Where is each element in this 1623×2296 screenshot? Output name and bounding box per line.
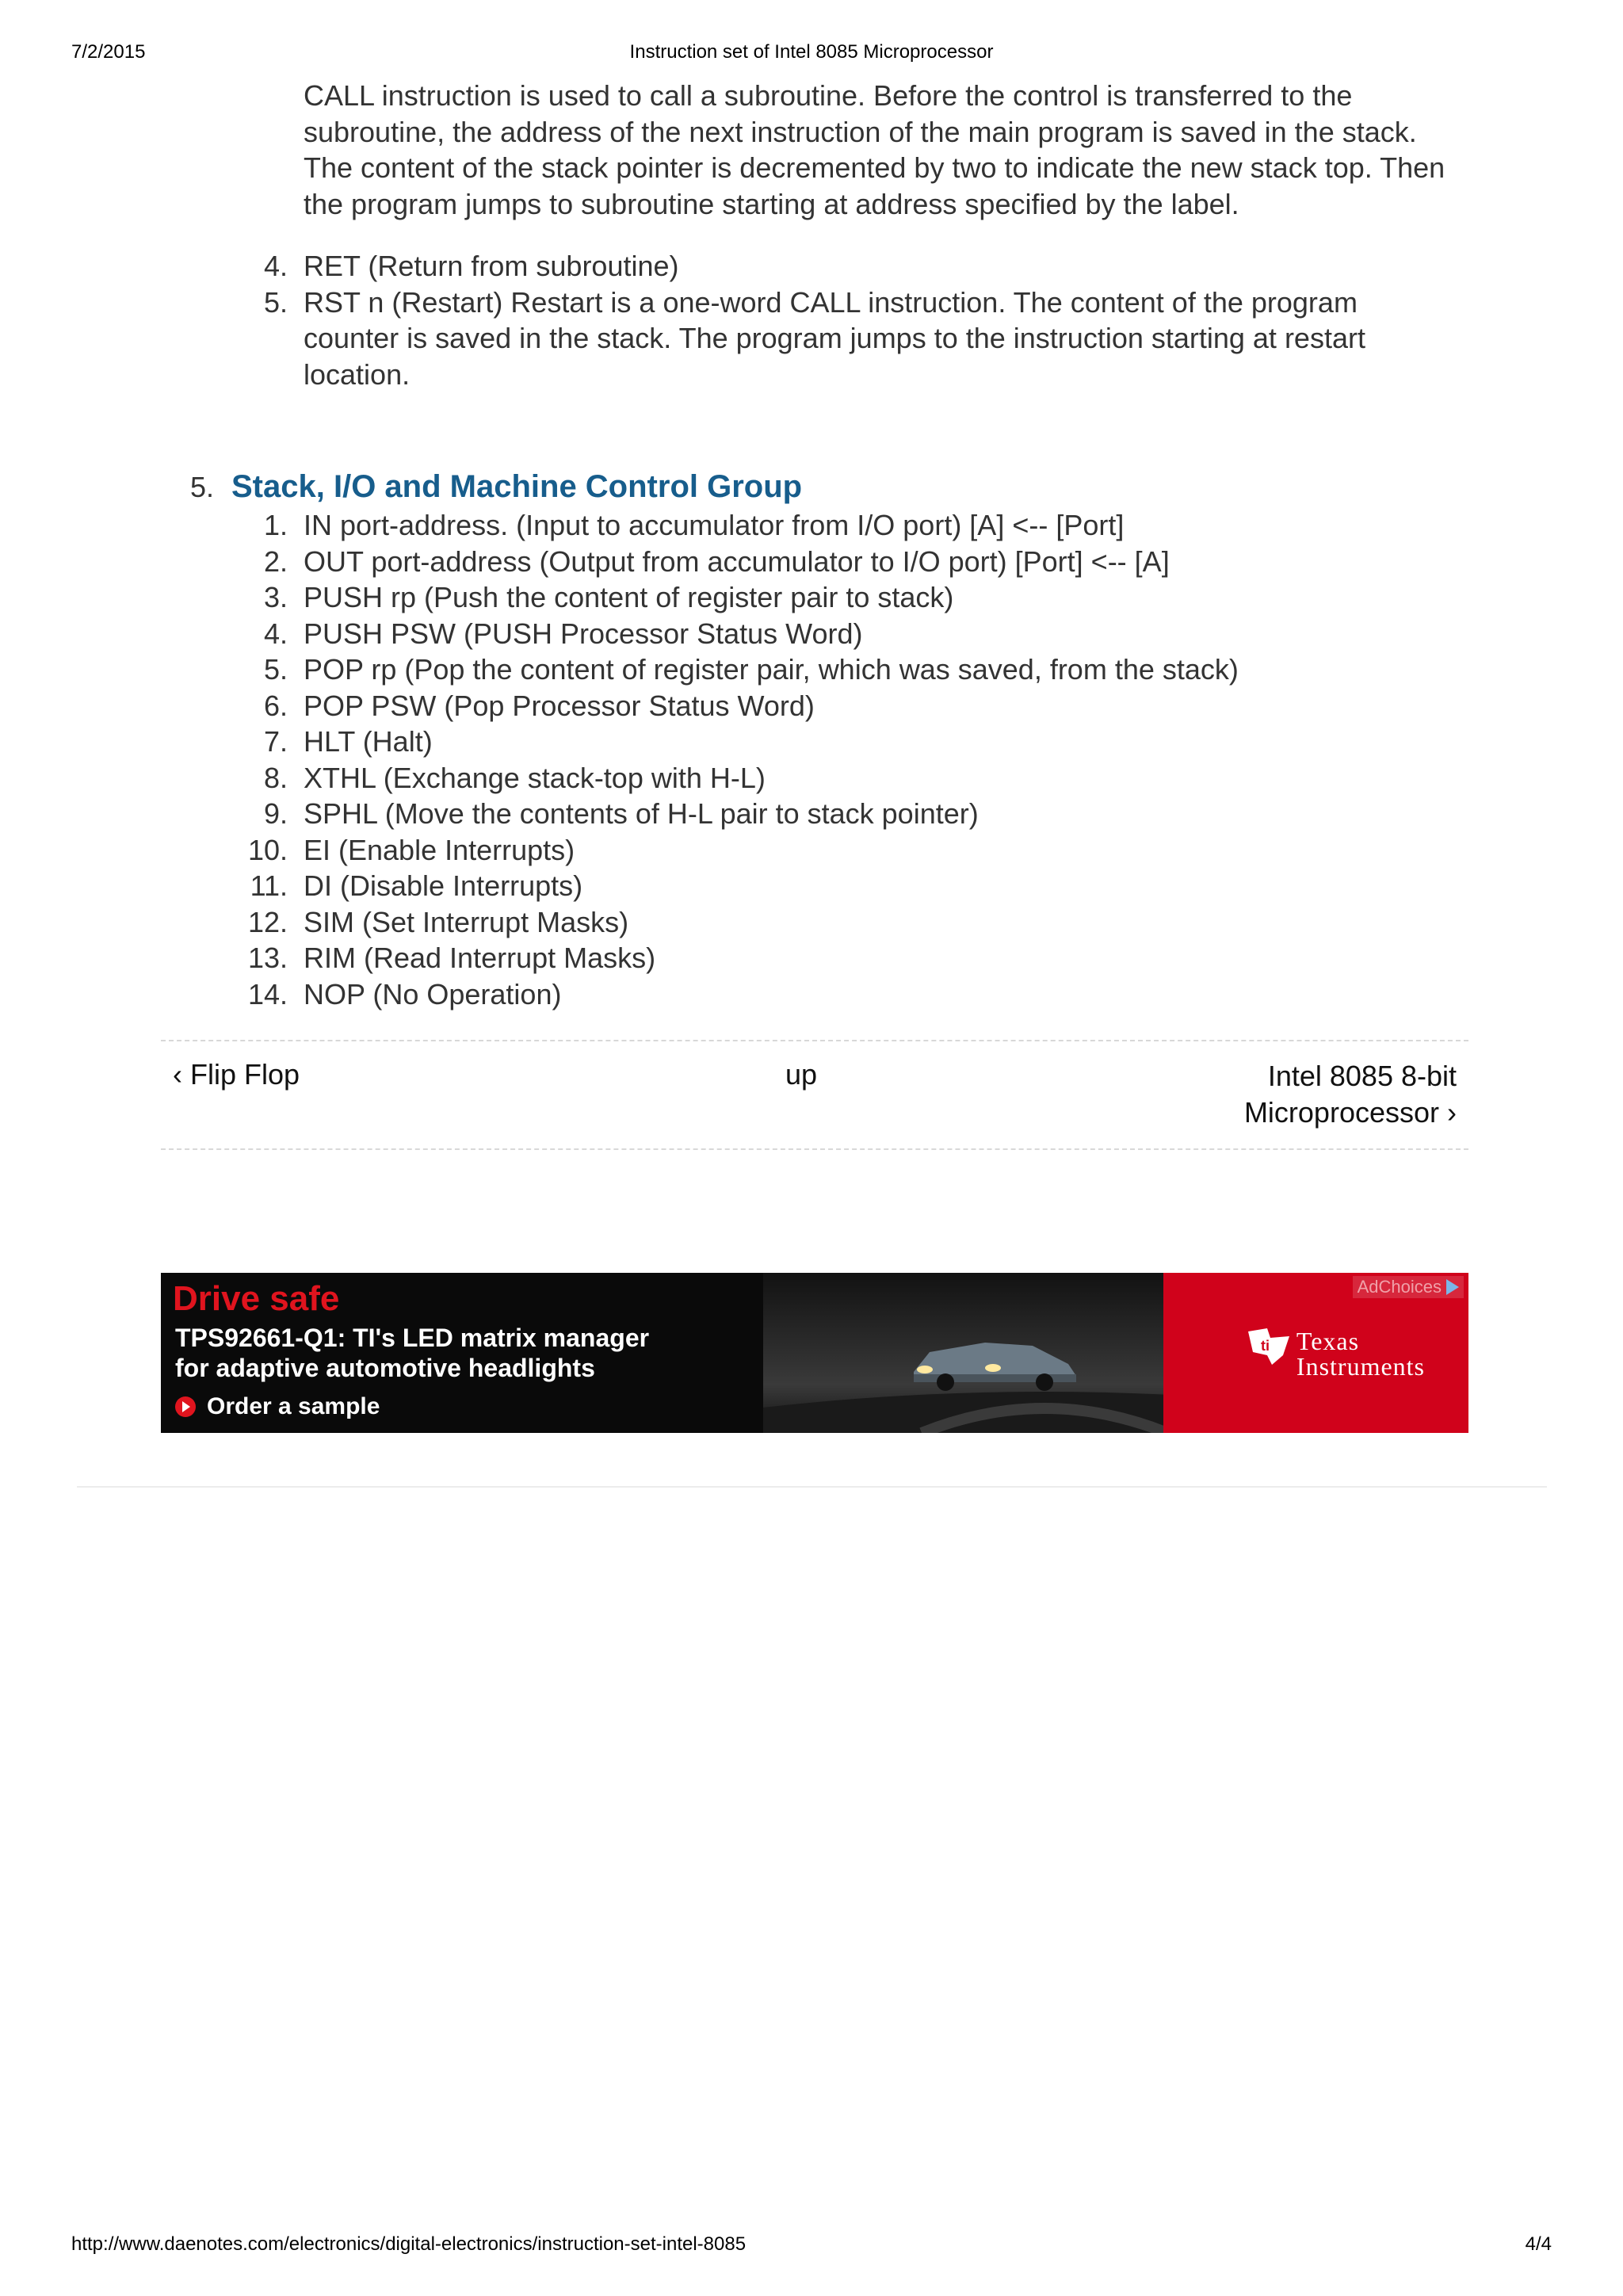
list-number: 7.: [263, 725, 288, 758]
list-text: OUT port-address (Output from accumulator to I/O port) [Port] <-- [A]: [304, 544, 1170, 578]
adchoices-label: AdChoices: [1357, 1277, 1442, 1297]
list-text: counter is saved in the stack. The program jumps to the instruction starting at restart: [304, 322, 1365, 354]
list-text: XTHL (Exchange stack-top with H-L): [304, 761, 766, 794]
svg-text:ti: ti: [1261, 1338, 1270, 1354]
list-number: 11.: [250, 869, 288, 902]
next-link-line1: Intel 8085 8-bit: [1267, 1060, 1457, 1092]
list-number: 10.: [247, 833, 288, 866]
up-link[interactable]: up: [785, 1058, 818, 1091]
print-url: http://www.daenotes.com/electronics/digital-electronics/instruction-set-intel-8085: [71, 2233, 747, 2255]
list-number: 12.: [247, 905, 288, 938]
list-item: [222, 976, 1490, 1013]
section-title: Stack, I/O and Machine Control Group: [231, 469, 803, 504]
list-item: [222, 616, 1490, 652]
book-navigation: [161, 1040, 1468, 1150]
ad-order-sample-button[interactable]: [175, 1393, 380, 1420]
list-number: 9.: [263, 797, 288, 830]
list-text: SPHL (Move the contents of H-L pair to stack pointer): [304, 797, 979, 830]
paragraph-line: The content of the stack pointer is decremented by two to indicate the new stack top. Then: [304, 151, 1445, 184]
ad-headline: Drive safe: [173, 1279, 340, 1318]
section-heading: [190, 469, 802, 505]
ad-product-line: TPS92661-Q1: TI's LED matrix manager: [175, 1324, 650, 1352]
list-number: 13.: [247, 942, 288, 974]
adchoices-icon: [1446, 1279, 1459, 1295]
paragraph-line: subroutine, the address of the next instruction of the main program is saved in the stack.: [304, 115, 1417, 148]
list-text: PUSH rp (Push the content of register pair to stack): [304, 581, 954, 613]
adchoices-button[interactable]: [1353, 1276, 1464, 1298]
play-arrow-icon: [175, 1396, 196, 1417]
list-item: [222, 904, 1490, 941]
list-number: 8.: [263, 761, 288, 794]
branch-list: [222, 248, 1490, 392]
brand-line: Instruments: [1296, 1352, 1425, 1381]
paragraph-line: CALL instruction is used to call a subroutine. Before the control is transferred to the: [304, 79, 1353, 112]
next-link-line2: Microprocessor ›: [1243, 1095, 1457, 1129]
list-text: NOP (No Operation): [304, 977, 562, 1010]
ad-banner[interactable]: [161, 1273, 1468, 1433]
call-description: [304, 78, 1476, 222]
list-item: [222, 651, 1490, 688]
list-item: [222, 544, 1490, 580]
print-date: 7/2/2015: [71, 41, 146, 63]
list-item: [222, 832, 1490, 869]
print-title: Instruction set of Intel 8085 Microprocessor: [629, 41, 994, 63]
list-text: location.: [304, 357, 411, 391]
list-text: SIM (Set Interrupt Masks): [304, 905, 629, 938]
list-text: DI (Disable Interrupts): [304, 869, 583, 902]
car-icon: [898, 1328, 1088, 1392]
list-text: IN port-address. (Input to accumulator from I/O port) [A] <-- [Port]: [304, 509, 1125, 541]
prev-page-link[interactable]: ‹ Flip Flop: [173, 1058, 300, 1091]
list-text: RET (Return from subroutine): [304, 250, 679, 282]
list-text: EI (Enable Interrupts): [304, 833, 575, 866]
list-number: 6.: [263, 689, 288, 722]
content-divider: [77, 1486, 1547, 1488]
list-number: 5.: [263, 653, 288, 686]
list-text: RST n (Restart) Restart is a one-word CALL instruction. The content of the program: [304, 285, 1358, 319]
list-number: 1.: [263, 509, 288, 541]
list-number: 14.: [247, 977, 288, 1010]
list-item: [222, 940, 1490, 976]
section-number: 5.: [190, 471, 215, 503]
list-number: 5.: [263, 285, 288, 319]
list-number: 4.: [263, 617, 288, 650]
list-item: [222, 760, 1490, 797]
stack-io-list: [222, 507, 1490, 1012]
list-number: 4.: [263, 250, 288, 282]
list-item: [222, 796, 1490, 832]
list-item: [222, 285, 1490, 393]
list-number: 2.: [263, 544, 288, 578]
list-text: HLT (Halt): [304, 725, 433, 758]
ad-cta-label: Order a sample: [207, 1393, 380, 1419]
brand-line: Texas: [1296, 1327, 1360, 1355]
list-text: POP rp (Pop the content of register pair, which was saved, from the stack): [304, 653, 1239, 686]
list-item: [222, 579, 1490, 616]
ad-product-subline: for adaptive automotive headlights: [175, 1354, 595, 1382]
list-text: RIM (Read Interrupt Masks): [304, 942, 656, 974]
list-text: PUSH PSW (PUSH Processor Status Word): [304, 617, 863, 650]
list-number: 3.: [263, 581, 288, 613]
list-item: [222, 688, 1490, 724]
list-item: [222, 507, 1490, 544]
list-item: [222, 868, 1490, 904]
brand-name: [1296, 1328, 1425, 1379]
list-item: [222, 724, 1490, 760]
list-item: [222, 248, 1490, 285]
print-page-number: 4/4: [1525, 2233, 1552, 2255]
next-page-link[interactable]: [1076, 1058, 1457, 1130]
texas-instruments-logo-icon: [1243, 1320, 1294, 1371]
list-text: POP PSW (Pop Processor Status Word): [304, 689, 815, 722]
paragraph-line: the program jumps to subroutine starting at address specified by the label.: [304, 187, 1239, 220]
